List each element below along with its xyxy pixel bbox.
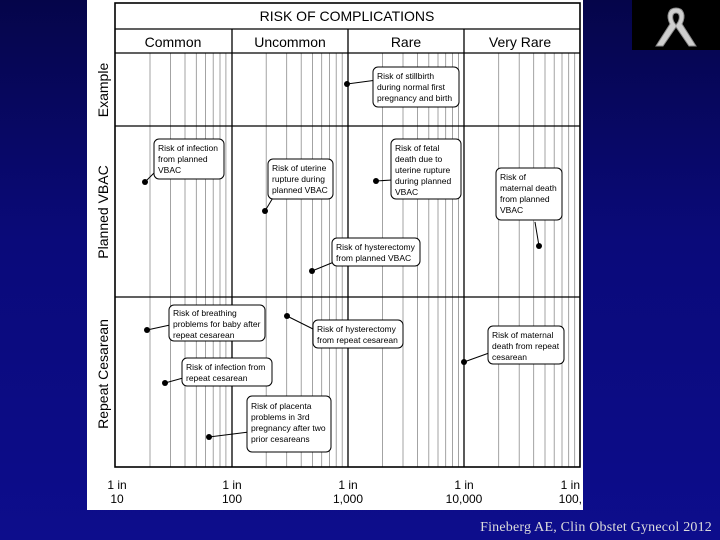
column-header-common: Common: [144, 34, 202, 50]
callout-line: from repeat cesarean: [317, 335, 398, 345]
marker-stillbirth: [344, 81, 350, 87]
callout-breathing: [169, 305, 265, 341]
marker-breathing: [144, 327, 150, 333]
callout-line: VBAC: [158, 165, 182, 175]
callout-line: during planned: [395, 176, 452, 186]
callout-line: Risk of infection: [158, 143, 218, 153]
callout-line: death from repeat: [492, 341, 560, 351]
callout-line: Risk of infection from: [186, 362, 266, 372]
marker-hysterectomy-vbac: [309, 268, 315, 274]
column-header-rare: Rare: [390, 34, 422, 50]
callout-hysterectomy-vbac: [332, 238, 420, 266]
callout-placenta: [247, 396, 331, 452]
axis-label-line1: 1 in: [454, 478, 474, 492]
callout-line: from planned: [158, 154, 208, 164]
leader-hysterectomy-vbac: [312, 262, 334, 271]
axis-label-10: [107, 478, 126, 506]
callout-line: VBAC: [500, 205, 524, 215]
risk-diagram: [87, 0, 583, 510]
marker-infection-repeat: [162, 380, 168, 386]
axis-label-line1: 1 in: [560, 478, 580, 492]
ribbon-logo: [632, 0, 720, 50]
marker-maternal-death-repeat: [461, 359, 467, 365]
leader-maternal-death-repeat: [464, 353, 489, 362]
awareness-ribbon-icon: [632, 0, 720, 50]
marker-fetal-death: [373, 178, 379, 184]
callout-line: Risk of uterine: [272, 163, 327, 173]
leader-maternal-death-vbac: [535, 222, 539, 246]
callout-line: problems in 3rd: [251, 412, 310, 422]
callout-line: rupture during: [272, 174, 325, 184]
callout-line: maternal death: [500, 183, 557, 193]
row-label-planned-vbac: Planned VBAC: [95, 165, 111, 259]
leader-placenta: [209, 432, 249, 437]
callout-line: pregnancy after two: [251, 423, 326, 433]
callout-line: VBAC: [395, 187, 419, 197]
axis-label-line1: 1 in: [222, 478, 242, 492]
callout-line: pregnancy and birth: [377, 93, 453, 103]
callout-line: from planned: [500, 194, 550, 204]
callout-line: repeat cesarean: [173, 330, 235, 340]
callout-line: planned VBAC: [272, 185, 328, 195]
callout-line: Risk of maternal: [492, 330, 554, 340]
row-label-repeat-cesarean: Repeat Cesarean: [95, 319, 111, 429]
callout-line: death due to: [395, 154, 443, 164]
callout-hysterectomy-repeat: [313, 320, 403, 348]
leader-breathing: [147, 325, 170, 330]
callout-line: repeat cesarean: [186, 373, 248, 383]
callout-line: Risk of breathing: [173, 308, 237, 318]
axis-label-100: [222, 478, 242, 506]
callout-line: Risk of hysterectomy: [336, 242, 415, 252]
callout-line: Risk of fetal: [395, 143, 440, 153]
callout-line: problems for baby after: [173, 319, 261, 329]
axis-label-line2: 1,000: [332, 492, 364, 506]
row-label-example: Example: [95, 62, 111, 118]
axis-label-line1: 1 in: [107, 478, 127, 492]
axis-label-line1: 1 in: [338, 478, 358, 492]
callout-line: Risk of placenta: [251, 401, 312, 411]
marker-maternal-death-vbac: [536, 243, 542, 249]
callout-maternal-death-repeat: [488, 326, 564, 364]
callout-fetal-death: [391, 139, 461, 199]
callout-line: during normal first: [377, 82, 446, 92]
column-header-uncommon: Uncommon: [254, 34, 326, 50]
callout-line: from planned VBAC: [336, 253, 412, 263]
callout-infection-repeat: [182, 358, 272, 386]
callout-line: cesarean: [492, 352, 527, 362]
marker-uterine-rupture: [262, 208, 268, 214]
callout-maternal-death-vbac: [496, 168, 562, 220]
marker-placenta: [206, 434, 212, 440]
axis-label-line2: 10: [110, 492, 124, 506]
callout-line: uterine rupture: [395, 165, 451, 175]
callout-stillbirth: [373, 67, 459, 107]
risk-chart-panel: [87, 0, 583, 510]
callout-line: Risk of: [500, 172, 526, 182]
axis-label-line2: 10,000: [445, 492, 483, 506]
axis-label-line2: 100,: [558, 492, 582, 506]
callout-uterine-rupture: [268, 159, 333, 199]
marker-hysterectomy-repeat: [284, 313, 290, 319]
callout-line: Risk of stillbirth: [377, 71, 435, 81]
callout-line: Risk of hysterectomy: [317, 324, 396, 334]
axis-label-1000: [333, 478, 363, 506]
citation: Fineberg AE, Clin Obstet Gynecol 2012: [480, 520, 712, 535]
callout-infection-vbac: [154, 139, 224, 179]
callout-line: prior cesareans: [251, 434, 310, 444]
column-header-very-rare: Very Rare: [488, 34, 552, 50]
axis-label-line2: 100: [221, 492, 243, 506]
marker-infection-vbac: [142, 179, 148, 185]
chart-title: RISK OF COMPLICATIONS: [259, 8, 435, 24]
axis-label-100000: [559, 478, 582, 506]
axis-label-10000: [446, 478, 483, 506]
